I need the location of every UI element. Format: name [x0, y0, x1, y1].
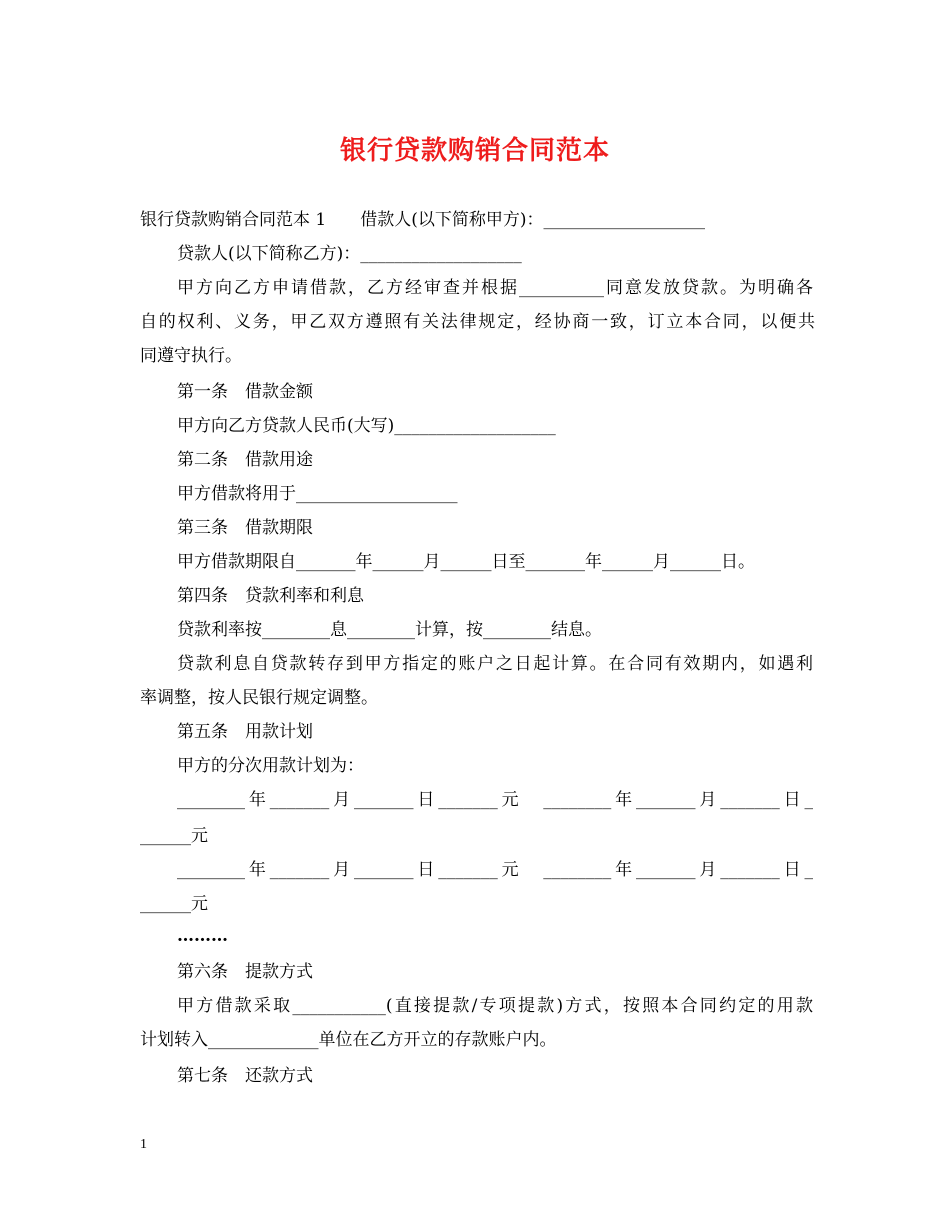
article-heading: 第三条 借款期限	[177, 518, 313, 538]
text-line: 甲方向乙方贷款人民币(大写)___________________	[177, 416, 556, 436]
text-line: 甲方借款将用于___________________	[177, 484, 458, 504]
text-line: 贷款利息自贷款转存到甲方指定的账户之日起计算。在合同有效期内，如遇利	[177, 654, 813, 674]
text-line: 甲方借款采取___________(直接提款/专项提款)方式，按照本合同约定的用款	[177, 996, 813, 1016]
text-line: 甲方向乙方申请借款，乙方经审查并根据__________同意发放贷款。为明确各	[177, 278, 813, 298]
schedule-line: ______元	[140, 826, 208, 846]
article-heading: 第二条 借款用途	[177, 450, 313, 470]
page-number: 1	[140, 1137, 147, 1152]
schedule-line: ________年_______月_______日_______元 ________年_______月_______日_	[177, 790, 813, 810]
text-line: 甲方的分次用款计划为：	[177, 756, 364, 776]
document-title: 银行贷款购销合同范本	[339, 136, 610, 166]
text-line: 率调整，按人民银行规定调整。	[140, 688, 378, 708]
article-heading: 第四条 贷款利率和利息	[177, 586, 364, 606]
article-heading: 第七条 还款方式	[177, 1066, 313, 1086]
text-line: 自的权利、义务，甲乙双方遵照有关法律规定，经协商一致，订立本合同，以便共	[140, 312, 815, 332]
text-line: 同遵守执行。	[140, 346, 242, 366]
article-heading: 第一条 借款金额	[177, 382, 313, 402]
ellipsis: ………	[177, 926, 228, 946]
text-line: 贷款利率按________息________计算，按________结息。	[177, 620, 602, 640]
article-heading: 第六条 提款方式	[177, 962, 313, 982]
text-line: 贷款人(以下简称乙方)：___________________	[177, 244, 522, 264]
text-line: 计划转入_____________单位在乙方开立的存款账户内。	[140, 1030, 557, 1050]
text-line: 银行贷款购销合同范本 1 借款人(以下简称甲方)：___________________	[140, 210, 705, 230]
schedule-line: ______元	[140, 894, 208, 914]
schedule-line: ________年_______月_______日_______元 ________年_______月_______日_	[177, 860, 813, 880]
article-heading: 第五条 用款计划	[177, 722, 313, 742]
text-line: 甲方借款期限自_______年______月______日至_______年______月______日。	[177, 552, 755, 572]
